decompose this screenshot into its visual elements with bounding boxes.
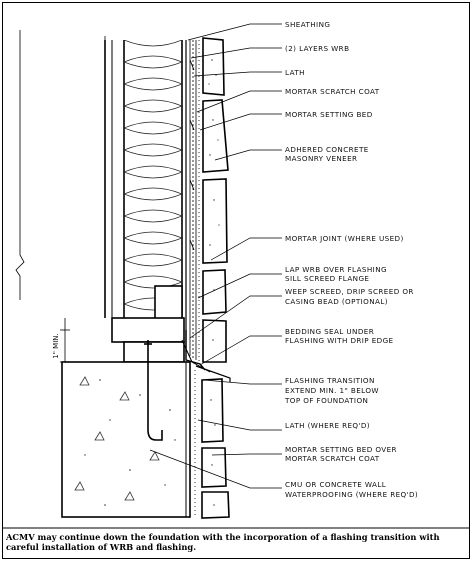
sheathing-layers [186, 40, 199, 362]
label-cmu-1: CMU OR CONCRETE WALL [285, 480, 387, 489]
label-bedding-seal-1: BEDDING SEAL UNDER [285, 327, 375, 336]
label-setting-bed-over-1: MORTAR SETTING BED OVER [285, 445, 397, 454]
label-bedding-seal-2: FLASHING WITH DRIP EDGE [285, 336, 394, 345]
label-lath: LATH [285, 68, 305, 77]
label-setting-bed-over-2: MORTAR SCRATCH COAT [285, 454, 380, 463]
label-flashing-2: EXTEND MIN. 1" BELOW [285, 386, 379, 395]
label-veneer-1: ADHERED CONCRETE [285, 145, 369, 154]
label-lath-req: LATH (WHERE REQ'D) [285, 421, 370, 430]
callouts [284, 20, 418, 499]
label-flashing-1: FLASHING TRANSITION [285, 376, 375, 385]
label-scratch-coat: MORTAR SCRATCH COAT [285, 87, 380, 96]
label-mortar-joint: MORTAR JOINT (WHERE USED) [285, 234, 404, 243]
label-flashing-3: TOP OF FOUNDATION [285, 396, 369, 405]
insulation-batt [124, 40, 182, 316]
label-veneer-2: MASONRY VENEER [285, 154, 358, 163]
veneer-lower [202, 379, 229, 518]
veneer-upper [203, 38, 228, 362]
label-cmu-2: WATERPROOFING (WHERE REQ'D) [285, 490, 419, 499]
label-lap-wrb-1: LAP WRB OVER FLASHING [285, 265, 387, 274]
label-sheathing: SHEATHING [285, 20, 331, 29]
label-lap-wrb-2: SILL SCREED FLANGE [285, 274, 370, 283]
label-weep-screed-2: CASING BEAD (OPTIONAL) [285, 297, 388, 306]
label-wrb: (2) LAYERS WRB [285, 44, 350, 53]
foundation [62, 340, 190, 517]
label-setting-bed: MORTAR SETTING BED [285, 110, 373, 119]
break-lines [16, 30, 105, 300]
label-weep-screed-1: WEEP SCREED, DRIP SCREED OR [285, 287, 414, 296]
dimension-1in [52, 318, 70, 362]
dimension-label: 1" MIN. [52, 333, 60, 359]
figure-caption: ACMV may continue down the foundation with the incorporation of a flashing transition with careful installation of WRB and flashing. [6, 532, 440, 552]
